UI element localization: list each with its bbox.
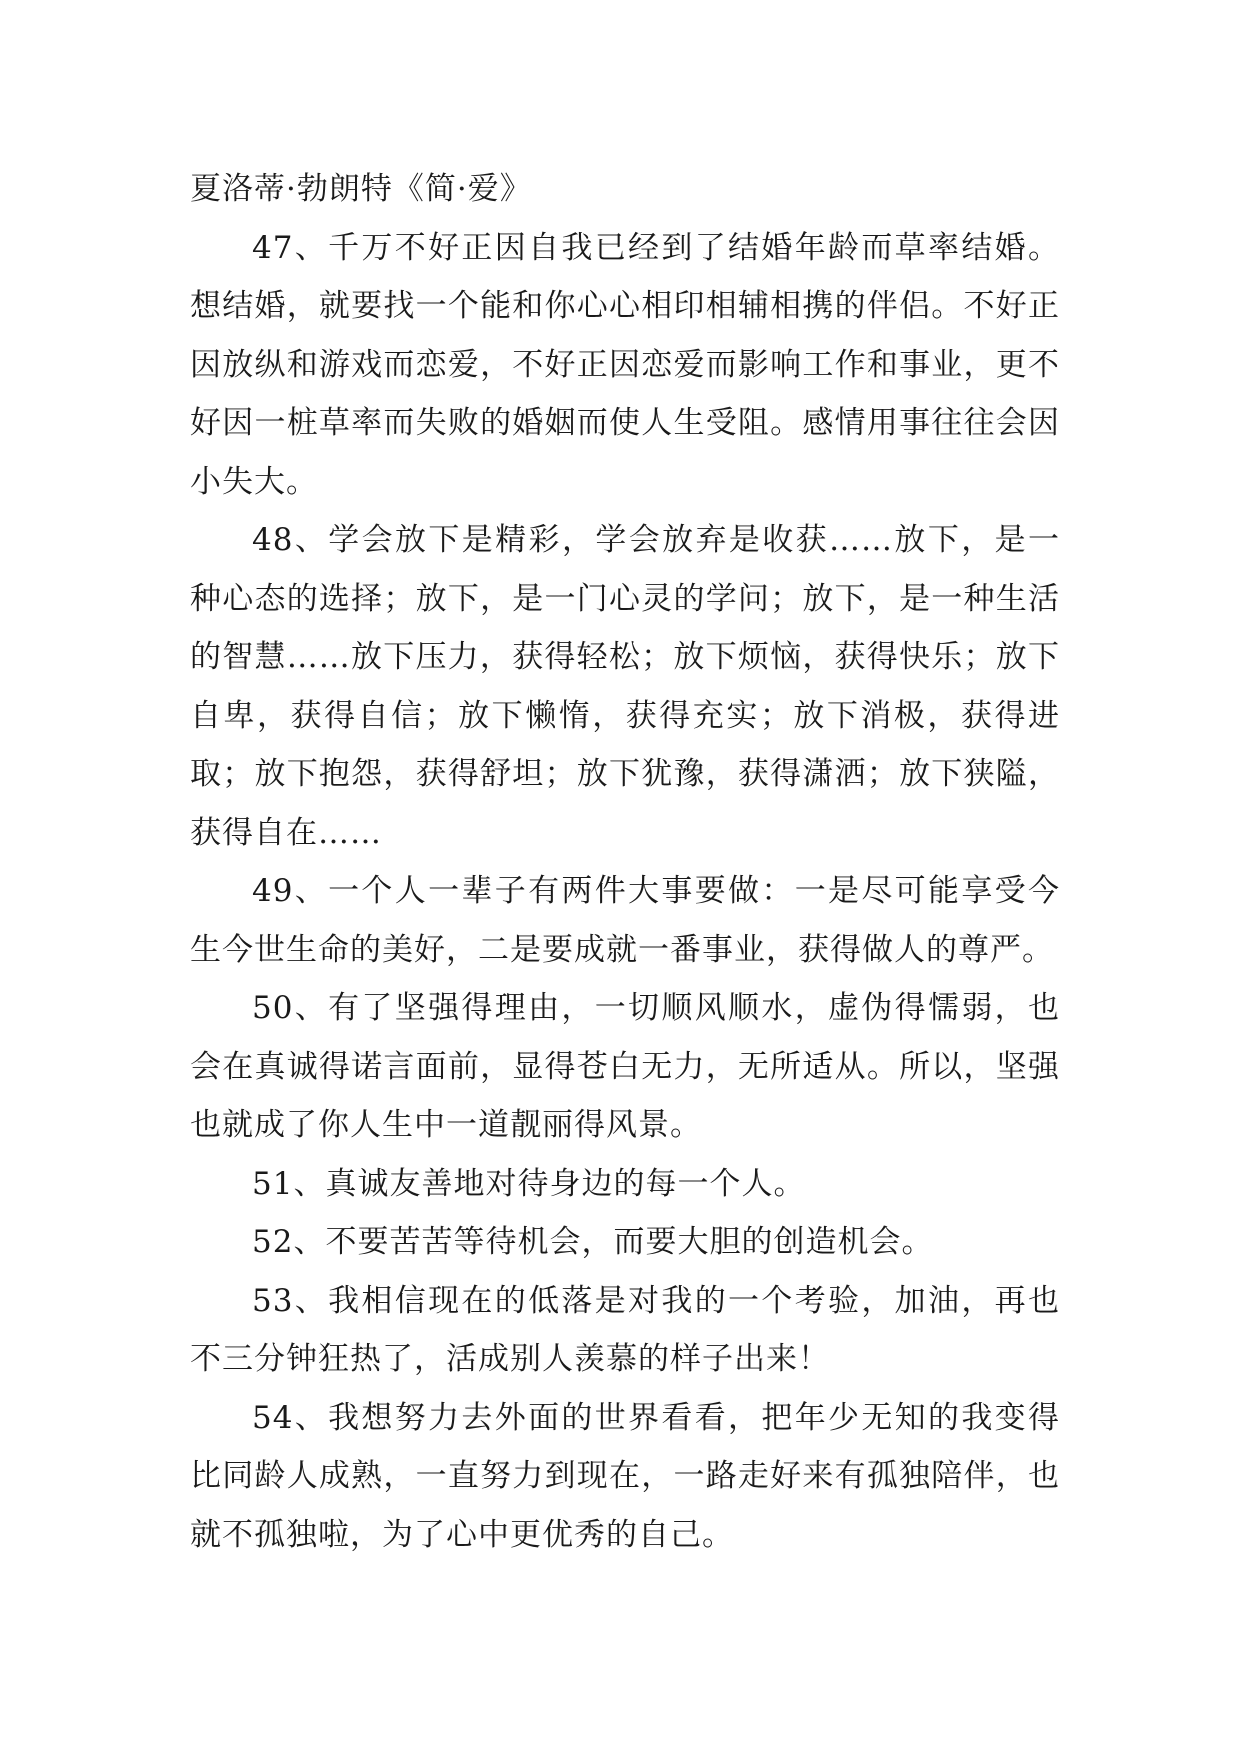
quote-49: 49、一个人一辈子有两件大事要做：一是尽可能享受今生今世生命的美好，二是要成就一番事业，获得做人的尊严。 [190,873,1060,968]
quote-48: 48、学会放下是精彩，学会放弃是收获……放下，是一种心态的选择；放下，是一门心灵的学问；放下，是一种生活的智慧……放下压力，获得轻松；放下烦恼，获得快乐；放下自卑，获得自信；放下懒惰，获得充实；放下消极，获得进取；放下抱怨，获得舒坦；放下犹豫，获得潇洒；放下狭隘，获得自在…… [190,522,1060,851]
quote-attribution: 夏洛蒂·勃朗特《简·爱》 [190,171,532,207]
quote-52: 52、不要苦苦等待机会，而要大胆的创造机会。 [252,1224,934,1260]
quote-51: 51、真诚友善地对待身边的每一个人。 [252,1165,806,1202]
quote-47: 47、千万不好正因自我已经到了结婚年龄而草率结婚。想结婚，就要找一个能和你心心相印相辅相携的伴侣。不好正因放纵和游戏而恋爱，不好正因恋爱而影响工作和事业，更不好因一桩草率而失败的婚姻而使人生受阻。感情用事往往会因小失大。 [190,229,1060,500]
quote-53: 53、我相信现在的低落是对我的一个考验，加油，再也不三分钟狂热了，活成别人羡慕的样子出来！ [190,1282,1060,1377]
quote-54: 54、我想努力去外面的世界看看，把年少无知的我变得比同龄人成熟，一直努力到现在，一路走好来有孤独陪伴，也就不孤独啦，为了心中更优秀的自己。 [190,1399,1060,1553]
document-page [190,160,1060,1564]
quote-50: 50、有了坚强得理由，一切顺风顺水，虚伪得懦弱，也会在真诚得诺言面前，显得苍白无力，无所适从。所以，坚强也就成了你人生中一道靓丽得风景。 [190,990,1060,1143]
